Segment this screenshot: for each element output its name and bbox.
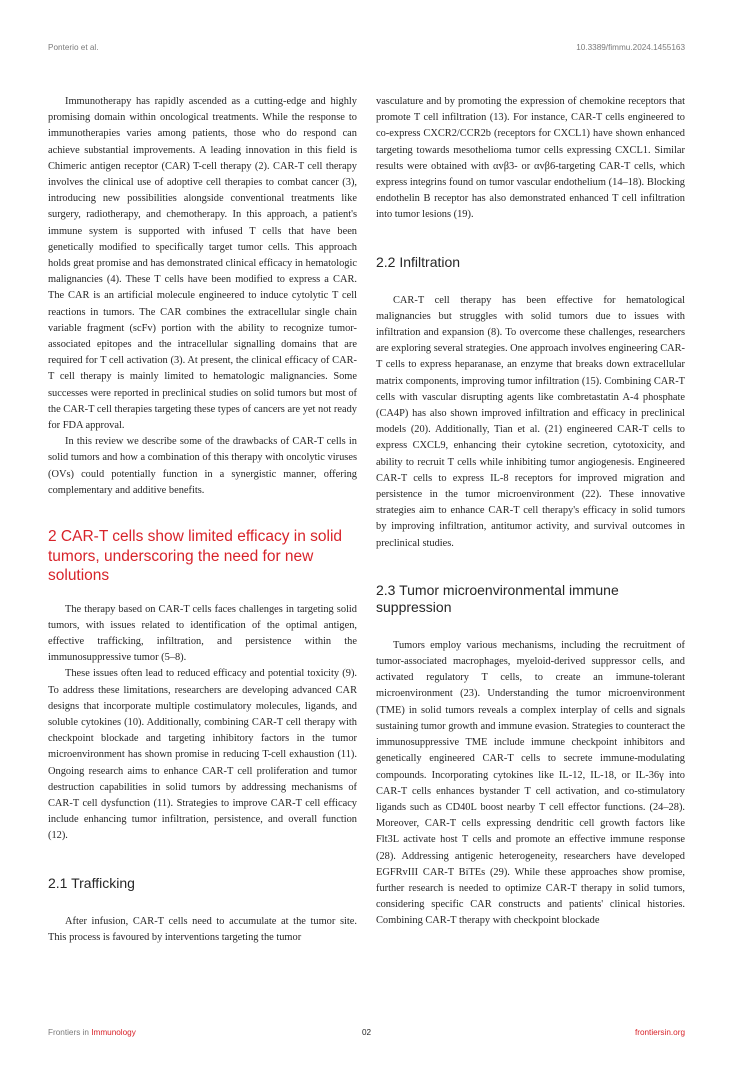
- footer-journal-name: Immunology: [91, 1028, 136, 1037]
- section-2-heading: 2 CAR-T cells show limited efficacy in solid tumors, underscoring the need for new solutions: [48, 528, 343, 585]
- paragraph-tme: Tumors employ various mechanisms, including the recruitment of tumor-associated macrophages, myeloid-derived suppressor cells, and activated regulatory T cells, to create an immune-tolerant microenvironment (23). Understanding the tumor microenvironment (TME) in solid tumors reveals a complex interplay of cells and signals sustaining tumor growth and immune evasion. Strategies to counteract the immunosuppressive TME include immune checkpoint inhibitors and genetically engineered CAR-T cells to secrete immune-modulating compounds. Incorporating cytokines like IL-12, IL-18, or IL-36γ into CAR-T cells enhances bystander T cell activation, and co-stimulatory ligands such as CD40L boost nearby T cell effector functions. (24–28). Moreover, CAR-T cells expressing dendritic cell growth factors like Flt3L activate host T cells and promote an effective immune response (28). Addressing antigenic heterogeneity, researchers have developed EGFRvIII CAR-T BiTEs (29). While these approaches show promise, further research is needed to optimize CAR-T therapy in solid tumors, considering specific CAR constructs and patients' clinical histories. Combining CAR-T therapy with checkpoint blockade: [376, 639, 685, 927]
- paragraph-infiltration: CAR-T cell therapy has been effective for hematological malignancies but struggles with solid tumors due to issues with infiltration and expansion (8). To overcome these challenges, researchers are exploring several strategies. One approach involves engineering CAR-T cells to express heparanase, an enzyme that breaks down extracellular matrix components, improving tumor infiltration (15). Combining CAR-T cells with vascular disrupting agents like combretastatin A-4 phosphate (CA4P) has also shown improved infiltration and efficacy in preclinical models (20). Additionally, Tian et al. (21) engineered CAR-T cells to express CXCL9, enhancing their cytokine secretion, cytotoxicity, and ability to recruit T cells while inhibiting tumor angiogenesis. Engineered CAR-T cells to express IL-8 receptors for improved migration and persistence in the tumor microenvironment (22). These innovative strategies aim to enhance CAR-T cell therapy's efficacy in solid tumors by improving infiltration, antitumor activity, and survival outcomes in preclinical studies.: [376, 294, 686, 549]
- section-2-3-heading: 2.3 Tumor microenvironmental immune suppression: [376, 581, 619, 615]
- paragraph-trafficking: After infusion, CAR-T cells need to accumulate at the tumor site. This process is favoured by interventions targeting the tumor: [48, 915, 357, 943]
- paragraph-trafficking-continued: vasculature and by promoting the expression of chemokine receptors that promote T cell infiltration (13). For instance, CAR-T cells engineered to co-express CXCR2/CCR2b (receptors for CXCL1) have shown enhanced targeting towards mesothelioma tumor cells expressing CXCL1. Similar results were obtained with αvβ3- or αvβ6-targeting CAR-T cells, which express integrins found on tumor vascular endothelium (14–18). Blocking endothelin B receptor has also demonstrated enhanced T cell infiltration into tumor lesions (19).: [376, 96, 685, 221]
- footer-site-link[interactable]: frontiersin.org: [634, 1028, 685, 1037]
- left-column: [48, 94, 357, 946]
- paragraph-intro-2: In this review we describe some of the drawbacks of CAR-T cells in solid tumors and how a combination of this therapy with oncolytic viruses (OVs) could potentially function in a synergistic manner, offering complementary and additive benefits.: [48, 436, 357, 496]
- page-header: [48, 43, 685, 57]
- right-column: [376, 94, 685, 930]
- section-2-1-heading: 2.1 Trafficking: [48, 874, 135, 891]
- footer-journal-prefix: Frontiers in: [48, 1028, 92, 1037]
- page-number: 02: [361, 1028, 372, 1037]
- header-authors: Ponterio et al.: [48, 43, 99, 52]
- page-footer: [48, 1028, 685, 1042]
- header-doi: 10.3389/fimmu.2024.1455163: [576, 43, 685, 52]
- paragraph-section-2-2: These issues often lead to reduced efficacy and potential toxicity (9). To address these limitations, researchers are developing advanced CAR designs that incorporate multiple costimulatory molecules, ligands, and soluble cytokines (10). Additionally, combining CAR-T cell therapy with checkpoint blockade and targeting inhibitory factors in the tumor microenvironment has shown promise in reducing T-cell exhaustion (11). Ongoing research aims to enhance CAR-T cell proliferation and tumor destruction capabilities in solid tumors by addressing mechanisms of CAR-T cell dysfunction (11). Strategies to improve CAR-T cell efficacy include enhancing tumor infiltration, persistence, and overall function (12).: [48, 668, 357, 842]
- section-2-2-heading: 2.2 Infiltration: [376, 253, 461, 270]
- paragraph-section-2-1: The therapy based on CAR-T cells faces challenges in targeting solid tumors, with issues related to identification of the optimal antigen, effective trafficking, infiltration, and persistence within the immunosuppressive tumor (5–8).: [48, 603, 357, 664]
- paragraph-intro-1: Immunotherapy has rapidly ascended as a cutting-edge and highly promising domain within oncological treatments. While the response to immunotherapies varies among patients, those who do respond can achieve substantial improvements. A leading innovation in this field is Chimeric antigen receptor (CAR) T-cell therapy (2). CAR-T cell therapy involves the clinical use of adoptive cell therapies to combat cancer (3), introducing new possibilities alongside conventional treatments like surgery, radiotherapy, and chemotherapy. In this approach, a patient's immune system is supported with infused T cells that have been genetically modified to specifically target tumor cells. This approach holds great promise and has demonstrated clinical efficacy in hematologic malignancies (4). These T cells have been modified to express a CAR. The CAR is an artificial molecule engineered to induce cytolytic T cell reactions in tumors. The CAR combines the extracellular single chain variable fragment (scFv) portion with the ability to recognize tumor-associated epitopes and the intracellular signalling domains that are required for T cell activation (3). At present, the clinical efficacy of CAR-T cell therapy is mainly limited to hematologic malignancies. Some successes were reported in preclinical studies on solid tumors but most of the CAR-T cell therapies targeting these types of cancers are yet not ready for FDA approval.: [48, 96, 357, 432]
